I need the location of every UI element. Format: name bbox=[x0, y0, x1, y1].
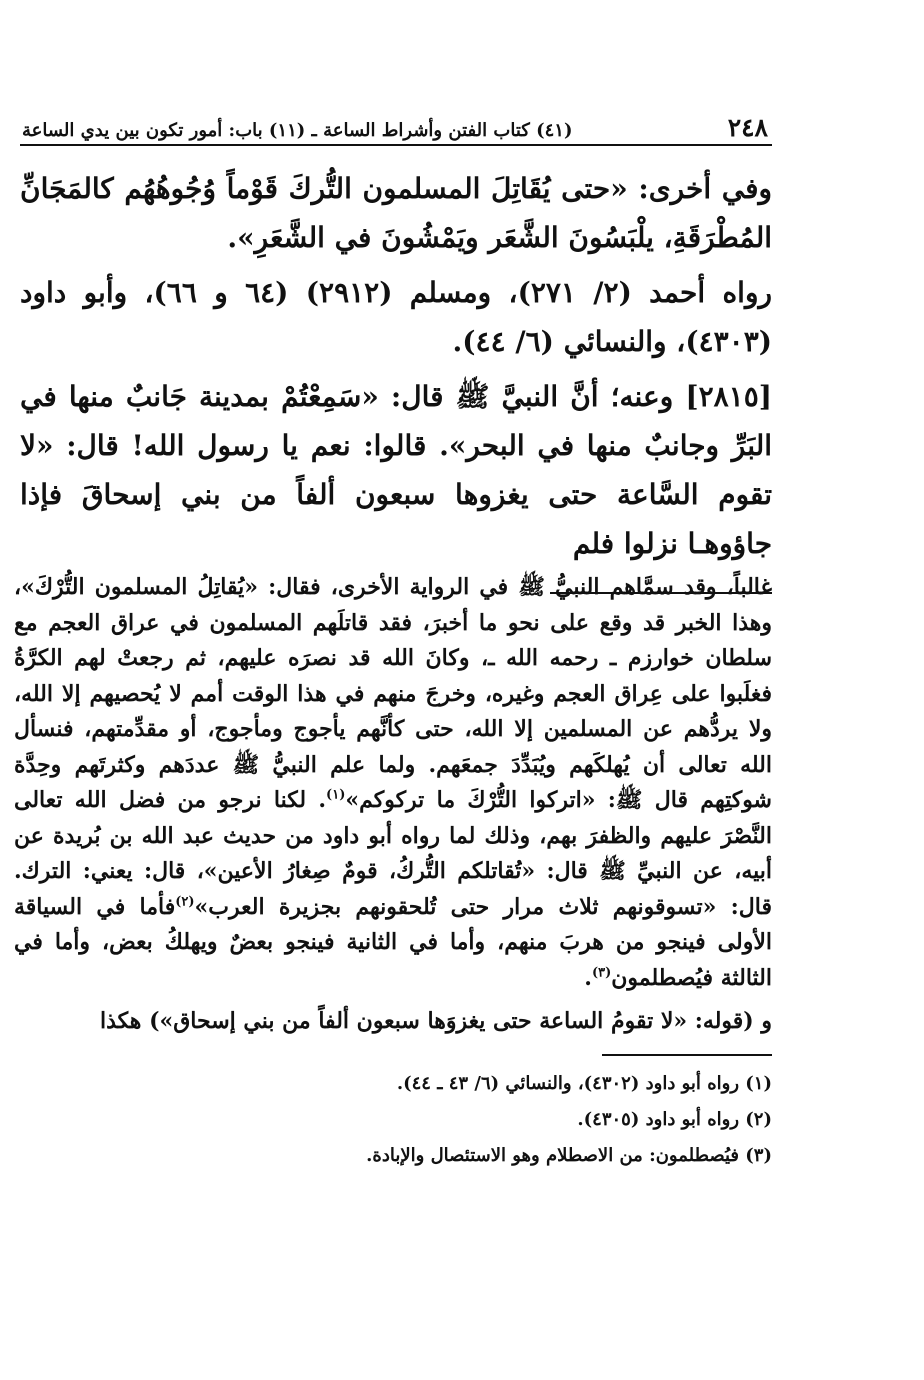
footnote-divider bbox=[602, 1054, 772, 1056]
hadith-variant-paragraph: وفي أخرى: «حتى يُقَاتِلَ المسلمون التُّركَ قَوْماً وُجُوهُهُم كالمَجَانِّ المُطْرَقَةِ، يلْبَسُونَ الشَّعَر ويَمْشُونَ في الشَّعَرِ». bbox=[20, 172, 772, 254]
takhrij-paragraph: رواه أحمد (٢/ ٢٧١)، ومسلم (٢٩١٢) (٦٤ و ٦٦)، وأبو داود (٤٣٠٣)، والنسائي (٦/ ٤٤). bbox=[20, 276, 772, 358]
page bbox=[20, 110, 772, 594]
commentary-text-part-2: . لكنا نرجو من فضل الله تعالى النَّصْرَ عليهم والظفرَ بهم، وذلك لما رواه أبو داود من حديث عبد الله بن بُريدة عن أبيه، عن النبيِّ ﷺ قال: «تُقاتلكم التُّركُ، قومٌ صِغارُ الأعين»، قال: يعني: الترك. قال: «تسوقونهم ثلاث مرار حتى تُلحقونهم بجزيرة العرب» bbox=[14, 787, 772, 920]
page-number: ٢٤٨ bbox=[727, 113, 768, 142]
commentary-text-part-1: غالباً، وقد سمَّاهم النبيُّ ﷺ في الرواية الأخرى، فقال: «يُقاتِلُ المسلمون التُّرْكَ»، وهذا الخبر قد وقع على نحو ما أخبرَ، فقد قاتلَهم المسلمون في عراق العجم مع سلطان خوارزم ـ رحمه الله ـ، وكانَ الله قد نصرَه عليهم، ثم رجعتْ لهم الكرَّةُ فغلَبوا على عِراق العجم وغيره، وخرجَ منهم في هذا الوقت أمم لا يُحصيهم إلا الله، ولا يردُّهم عن المسلمين إلا الله، حتى كأنَّهم يأجوج ومأجوج، أو مقدِّمتهم، فنسأل الله تعالى أن يُهلكَهم ويُبَدِّدَ جمعَهم. ولما علم النبيُّ ﷺ عددَهم وكثرتَهم وحِدَّة شوكتِهم قال ﷺ: «اتركوا التُّرْكَ ما تركوكم» bbox=[14, 574, 772, 813]
footnote-marker-2: (٢) bbox=[175, 894, 195, 910]
commentary-text-part-3: فأما في السياقة الأولى فينجو من هربَ منهم، وأما في الثانية فينجو بعضٌ ويهلكُ بعض، وأما في الثالثة فيُصطلمون bbox=[14, 893, 772, 991]
footnote-marker-1: (١) bbox=[326, 787, 346, 803]
footnote-3: (٣) فيُصطلمون: من الاصطلام وهو الاستئصال والإبادة. bbox=[366, 1144, 772, 1166]
commentary-text-part-4: . bbox=[584, 964, 592, 991]
hadith-2815-paragraph: [٢٨١٥] وعنه؛ أنَّ النبيَّ ﷺ قال: «سَمِعْتُمْ بمدينة جَانبٌ منها في البَرِّ وجانبٌ منها في البحر». قالوا: نعم يا رسول الله! قال: «لا تقوم السَّاعة حتى يغزوها سبعون ألفاً من بني إسحاقَ فإذا جاؤوهـا نزلوا فلم bbox=[20, 380, 773, 560]
commentary-continuation: و (قوله: «لا تقومُ الساعة حتى يغزوَها سبعون ألفاً من بني إسحاق») هكذا bbox=[100, 1008, 772, 1034]
commentary bbox=[14, 570, 772, 1174]
footnotes bbox=[14, 1066, 772, 1174]
footnote-2: (٢) رواه أبو داود (٤٣٠٥). bbox=[577, 1108, 772, 1130]
footnote-1: (١) رواه أبو داود (٤٣٠٢)، والنسائي (٦/ ٤٣ ـ ٤٤). bbox=[396, 1072, 772, 1094]
footnote-marker-3: (٣) bbox=[591, 965, 612, 981]
page-header bbox=[20, 110, 772, 146]
commentary-paragraph bbox=[14, 570, 772, 996]
running-head: (٤١) كتاب الفتن وأشراط الساعة ـ (١١) باب: أمور تكون بين يدي الساعة bbox=[22, 120, 573, 141]
main-text bbox=[20, 164, 772, 568]
